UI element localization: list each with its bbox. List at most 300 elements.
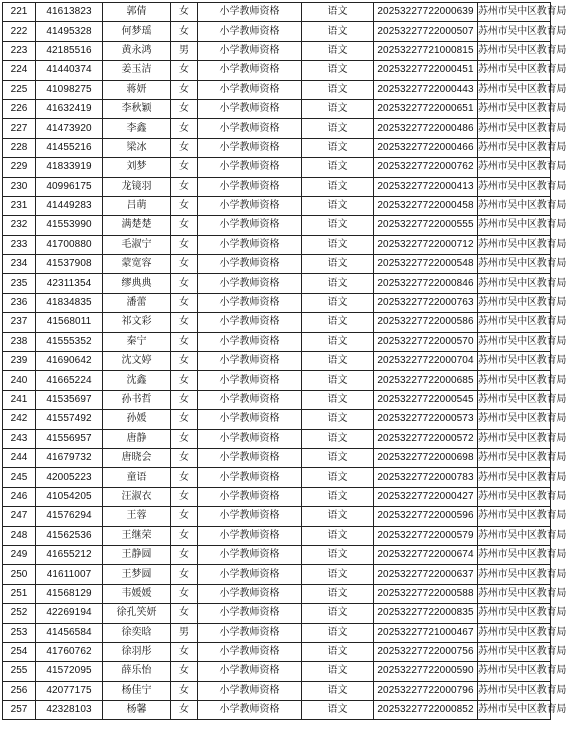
gender-cell: 女 bbox=[171, 22, 198, 41]
subject-cell: 语文 bbox=[302, 274, 374, 293]
candidate-id-cell: 42005223 bbox=[36, 468, 103, 487]
issuing-office-cell: 苏州市吴中区教育局 bbox=[478, 138, 551, 157]
row-number-cell: 254 bbox=[3, 642, 36, 661]
subject-cell: 语文 bbox=[302, 332, 374, 351]
table-row bbox=[3, 604, 551, 623]
gender-cell: 男 bbox=[171, 41, 198, 60]
row-number-cell: 240 bbox=[3, 371, 36, 390]
certificate-number-cell: 20253227722000443 bbox=[374, 80, 478, 99]
certificate-type-cell: 小学教师资格 bbox=[198, 138, 302, 157]
subject-cell: 语文 bbox=[302, 507, 374, 526]
candidate-name-cell: 刘梦 bbox=[103, 158, 171, 177]
candidate-name-cell: 徐孔笑妍 bbox=[103, 604, 171, 623]
row-number-cell: 231 bbox=[3, 196, 36, 215]
table-row bbox=[3, 584, 551, 603]
row-number-cell: 230 bbox=[3, 177, 36, 196]
candidate-id-cell: 41679732 bbox=[36, 448, 103, 467]
certificate-number-cell: 20253227722000555 bbox=[374, 216, 478, 235]
table-row bbox=[3, 468, 551, 487]
gender-cell: 女 bbox=[171, 681, 198, 700]
certificate-number-cell: 20253227722000852 bbox=[374, 701, 478, 720]
certificate-number-cell: 20253227722000548 bbox=[374, 255, 478, 274]
issuing-office-cell: 苏州市吴中区教育局 bbox=[478, 642, 551, 661]
row-number-cell: 248 bbox=[3, 526, 36, 545]
candidate-name-cell: 徐奕晗 bbox=[103, 623, 171, 642]
row-number-cell: 245 bbox=[3, 468, 36, 487]
certificate-type-cell: 小学教师资格 bbox=[198, 410, 302, 429]
issuing-office-cell: 苏州市吴中区教育局 bbox=[478, 448, 551, 467]
candidate-id-cell: 41456584 bbox=[36, 623, 103, 642]
gender-cell: 女 bbox=[171, 235, 198, 254]
table-row bbox=[3, 526, 551, 545]
gender-cell: 女 bbox=[171, 216, 198, 235]
table-row bbox=[3, 138, 551, 157]
row-number-cell: 246 bbox=[3, 487, 36, 506]
subject-cell: 语文 bbox=[302, 468, 374, 487]
table-row bbox=[3, 99, 551, 118]
candidate-name-cell: 王静圆 bbox=[103, 545, 171, 564]
issuing-office-cell: 苏州市吴中区教育局 bbox=[478, 177, 551, 196]
subject-cell: 语文 bbox=[302, 448, 374, 467]
candidate-id-cell: 41098275 bbox=[36, 80, 103, 99]
candidate-name-cell: 唐静 bbox=[103, 429, 171, 448]
issuing-office-cell: 苏州市吴中区教育局 bbox=[478, 3, 551, 22]
gender-cell: 女 bbox=[171, 274, 198, 293]
candidate-id-cell: 41760762 bbox=[36, 642, 103, 661]
gender-cell: 女 bbox=[171, 507, 198, 526]
candidate-id-cell: 41556957 bbox=[36, 429, 103, 448]
candidate-id-cell: 41449283 bbox=[36, 196, 103, 215]
candidate-id-cell: 41455216 bbox=[36, 138, 103, 157]
gender-cell: 女 bbox=[171, 255, 198, 274]
subject-cell: 语文 bbox=[302, 681, 374, 700]
row-number-cell: 221 bbox=[3, 3, 36, 22]
candidate-name-cell: 徐羽彤 bbox=[103, 642, 171, 661]
certificate-type-cell: 小学教师资格 bbox=[198, 293, 302, 312]
candidate-id-cell: 41655212 bbox=[36, 545, 103, 564]
candidate-name-cell: 蒙宽容 bbox=[103, 255, 171, 274]
subject-cell: 语文 bbox=[302, 623, 374, 642]
certificate-number-cell: 20253227722000639 bbox=[374, 3, 478, 22]
gender-cell: 男 bbox=[171, 623, 198, 642]
table-row bbox=[3, 61, 551, 80]
row-number-cell: 226 bbox=[3, 99, 36, 118]
row-number-cell: 249 bbox=[3, 545, 36, 564]
table-row bbox=[3, 410, 551, 429]
candidate-name-cell: 沈鑫 bbox=[103, 371, 171, 390]
certificate-type-cell: 小学教师资格 bbox=[198, 235, 302, 254]
table-row bbox=[3, 507, 551, 526]
certificate-list-table bbox=[2, 2, 566, 720]
certificate-type-cell: 小学教师资格 bbox=[198, 274, 302, 293]
certificate-number-cell: 20253227722000570 bbox=[374, 332, 478, 351]
row-number-cell: 241 bbox=[3, 390, 36, 409]
subject-cell: 语文 bbox=[302, 80, 374, 99]
subject-cell: 语文 bbox=[302, 3, 374, 22]
table-row bbox=[3, 623, 551, 642]
table-row bbox=[3, 3, 551, 22]
candidate-id-cell: 42328103 bbox=[36, 701, 103, 720]
candidate-id-cell: 41632419 bbox=[36, 99, 103, 118]
candidate-id-cell: 41557492 bbox=[36, 410, 103, 429]
gender-cell: 女 bbox=[171, 410, 198, 429]
row-number-cell: 224 bbox=[3, 61, 36, 80]
candidate-name-cell: 李鑫 bbox=[103, 119, 171, 138]
issuing-office-cell: 苏州市吴中区教育局 bbox=[478, 371, 551, 390]
certificate-number-cell: 20253227722000756 bbox=[374, 642, 478, 661]
gender-cell: 女 bbox=[171, 332, 198, 351]
certificate-type-cell: 小学教师资格 bbox=[198, 584, 302, 603]
certificate-type-cell: 小学教师资格 bbox=[198, 604, 302, 623]
subject-cell: 语文 bbox=[302, 390, 374, 409]
certificate-number-cell: 20253227722000651 bbox=[374, 99, 478, 118]
candidate-id-cell: 41473920 bbox=[36, 119, 103, 138]
gender-cell: 女 bbox=[171, 119, 198, 138]
gender-cell: 女 bbox=[171, 138, 198, 157]
certificate-type-cell: 小学教师资格 bbox=[198, 196, 302, 215]
candidate-name-cell: 满楚楚 bbox=[103, 216, 171, 235]
certificate-type-cell: 小学教师资格 bbox=[198, 429, 302, 448]
subject-cell: 语文 bbox=[302, 487, 374, 506]
issuing-office-cell: 苏州市吴中区教育局 bbox=[478, 410, 551, 429]
issuing-office-cell: 苏州市吴中区教育局 bbox=[478, 526, 551, 545]
subject-cell: 语文 bbox=[302, 429, 374, 448]
gender-cell: 女 bbox=[171, 604, 198, 623]
row-number-cell: 229 bbox=[3, 158, 36, 177]
row-number-cell: 242 bbox=[3, 410, 36, 429]
certificate-number-cell: 20253227722000573 bbox=[374, 410, 478, 429]
candidate-id-cell: 41537908 bbox=[36, 255, 103, 274]
issuing-office-cell: 苏州市吴中区教育局 bbox=[478, 61, 551, 80]
certificate-number-cell: 20253227722000835 bbox=[374, 604, 478, 623]
table-row bbox=[3, 216, 551, 235]
certificate-number-cell: 20253227722000579 bbox=[374, 526, 478, 545]
certificate-type-cell: 小学教师资格 bbox=[198, 313, 302, 332]
candidate-name-cell: 缪典典 bbox=[103, 274, 171, 293]
subject-cell: 语文 bbox=[302, 61, 374, 80]
gender-cell: 女 bbox=[171, 701, 198, 720]
row-number-cell: 251 bbox=[3, 584, 36, 603]
row-number-cell: 237 bbox=[3, 313, 36, 332]
gender-cell: 女 bbox=[171, 565, 198, 584]
issuing-office-cell: 苏州市吴中区教育局 bbox=[478, 429, 551, 448]
candidate-name-cell: 郭倩 bbox=[103, 3, 171, 22]
issuing-office-cell: 苏州市吴中区教育局 bbox=[478, 216, 551, 235]
certificate-type-cell: 小学教师资格 bbox=[198, 332, 302, 351]
subject-cell: 语文 bbox=[302, 313, 374, 332]
certificate-type-cell: 小学教师资格 bbox=[198, 390, 302, 409]
candidate-id-cell: 41833919 bbox=[36, 158, 103, 177]
candidate-name-cell: 王梦圆 bbox=[103, 565, 171, 584]
issuing-office-cell: 苏州市吴中区教育局 bbox=[478, 390, 551, 409]
subject-cell: 语文 bbox=[302, 410, 374, 429]
row-number-cell: 255 bbox=[3, 662, 36, 681]
issuing-office-cell: 苏州市吴中区教育局 bbox=[478, 584, 551, 603]
row-number-cell: 233 bbox=[3, 235, 36, 254]
candidate-name-cell: 李秋颖 bbox=[103, 99, 171, 118]
certificate-type-cell: 小学教师资格 bbox=[198, 352, 302, 371]
table-row bbox=[3, 177, 551, 196]
candidate-name-cell: 童语 bbox=[103, 468, 171, 487]
issuing-office-cell: 苏州市吴中区教育局 bbox=[478, 487, 551, 506]
table-row bbox=[3, 158, 551, 177]
candidate-name-cell: 唐晓会 bbox=[103, 448, 171, 467]
gender-cell: 女 bbox=[171, 448, 198, 467]
table-row bbox=[3, 662, 551, 681]
subject-cell: 语文 bbox=[302, 545, 374, 564]
candidate-name-cell: 孙书哲 bbox=[103, 390, 171, 409]
candidate-id-cell: 42077175 bbox=[36, 681, 103, 700]
issuing-office-cell: 苏州市吴中区教育局 bbox=[478, 332, 551, 351]
candidate-id-cell: 42185516 bbox=[36, 41, 103, 60]
issuing-office-cell: 苏州市吴中区教育局 bbox=[478, 681, 551, 700]
candidate-name-cell: 薛乐怡 bbox=[103, 662, 171, 681]
certificate-type-cell: 小学教师资格 bbox=[198, 177, 302, 196]
candidate-id-cell: 41495328 bbox=[36, 22, 103, 41]
gender-cell: 女 bbox=[171, 545, 198, 564]
table-row bbox=[3, 681, 551, 700]
candidate-id-cell: 41665224 bbox=[36, 371, 103, 390]
issuing-office-cell: 苏州市吴中区教育局 bbox=[478, 255, 551, 274]
subject-cell: 语文 bbox=[302, 352, 374, 371]
certificate-type-cell: 小学教师资格 bbox=[198, 623, 302, 642]
issuing-office-cell: 苏州市吴中区教育局 bbox=[478, 662, 551, 681]
certificate-number-cell: 20253227722000451 bbox=[374, 61, 478, 80]
subject-cell: 语文 bbox=[302, 584, 374, 603]
row-number-cell: 227 bbox=[3, 119, 36, 138]
candidate-name-cell: 龙镜羽 bbox=[103, 177, 171, 196]
candidate-id-cell: 41535697 bbox=[36, 390, 103, 409]
candidate-id-cell: 41568011 bbox=[36, 313, 103, 332]
subject-cell: 语文 bbox=[302, 662, 374, 681]
certificate-type-cell: 小学教师资格 bbox=[198, 22, 302, 41]
table-row bbox=[3, 255, 551, 274]
certificate-number-cell: 20253227722000507 bbox=[374, 22, 478, 41]
subject-cell: 语文 bbox=[302, 526, 374, 545]
certificate-number-cell: 20253227722000572 bbox=[374, 429, 478, 448]
row-number-cell: 236 bbox=[3, 293, 36, 312]
certificate-number-cell: 20253227722000846 bbox=[374, 274, 478, 293]
table-row bbox=[3, 274, 551, 293]
subject-cell: 语文 bbox=[302, 196, 374, 215]
subject-cell: 语文 bbox=[302, 255, 374, 274]
table-row bbox=[3, 352, 551, 371]
gender-cell: 女 bbox=[171, 196, 198, 215]
candidate-name-cell: 王蓉 bbox=[103, 507, 171, 526]
gender-cell: 女 bbox=[171, 584, 198, 603]
row-number-cell: 243 bbox=[3, 429, 36, 448]
certificate-number-cell: 20253227722000588 bbox=[374, 584, 478, 603]
candidate-id-cell: 40996175 bbox=[36, 177, 103, 196]
gender-cell: 女 bbox=[171, 177, 198, 196]
certificate-type-cell: 小学教师资格 bbox=[198, 662, 302, 681]
gender-cell: 女 bbox=[171, 99, 198, 118]
certificate-type-cell: 小学教师资格 bbox=[198, 61, 302, 80]
certificate-number-cell: 20253227722000590 bbox=[374, 662, 478, 681]
issuing-office-cell: 苏州市吴中区教育局 bbox=[478, 507, 551, 526]
certificate-type-cell: 小学教师资格 bbox=[198, 80, 302, 99]
candidate-name-cell: 汪淑衣 bbox=[103, 487, 171, 506]
candidate-id-cell: 41568129 bbox=[36, 584, 103, 603]
certificate-number-cell: 20253227722000596 bbox=[374, 507, 478, 526]
certificate-number-cell: 20253227722000762 bbox=[374, 158, 478, 177]
issuing-office-cell: 苏州市吴中区教育局 bbox=[478, 274, 551, 293]
candidate-name-cell: 孙媛 bbox=[103, 410, 171, 429]
issuing-office-cell: 苏州市吴中区教育局 bbox=[478, 604, 551, 623]
candidate-name-cell: 祁文彩 bbox=[103, 313, 171, 332]
candidate-name-cell: 王继荣 bbox=[103, 526, 171, 545]
certificate-number-cell: 20253227721000815 bbox=[374, 41, 478, 60]
certificate-type-cell: 小学教师资格 bbox=[198, 545, 302, 564]
gender-cell: 女 bbox=[171, 61, 198, 80]
candidate-id-cell: 41553990 bbox=[36, 216, 103, 235]
gender-cell: 女 bbox=[171, 390, 198, 409]
gender-cell: 女 bbox=[171, 526, 198, 545]
subject-cell: 语文 bbox=[302, 701, 374, 720]
table-row bbox=[3, 371, 551, 390]
candidate-name-cell: 何梦瑶 bbox=[103, 22, 171, 41]
certificate-number-cell: 20253227722000586 bbox=[374, 313, 478, 332]
certificate-type-cell: 小学教师资格 bbox=[198, 468, 302, 487]
subject-cell: 语文 bbox=[302, 41, 374, 60]
issuing-office-cell: 苏州市吴中区教育局 bbox=[478, 468, 551, 487]
certificate-number-cell: 20253227722000458 bbox=[374, 196, 478, 215]
candidate-id-cell: 41613823 bbox=[36, 3, 103, 22]
gender-cell: 女 bbox=[171, 158, 198, 177]
candidate-id-cell: 41834835 bbox=[36, 293, 103, 312]
row-number-cell: 223 bbox=[3, 41, 36, 60]
table-row bbox=[3, 196, 551, 215]
row-number-cell: 253 bbox=[3, 623, 36, 642]
table-row bbox=[3, 390, 551, 409]
certificate-type-cell: 小学教师资格 bbox=[198, 3, 302, 22]
row-number-cell: 256 bbox=[3, 681, 36, 700]
table-row bbox=[3, 448, 551, 467]
row-number-cell: 222 bbox=[3, 22, 36, 41]
table-row bbox=[3, 80, 551, 99]
certificate-number-cell: 20253227722000413 bbox=[374, 177, 478, 196]
candidate-name-cell: 杨佳宁 bbox=[103, 681, 171, 700]
subject-cell: 语文 bbox=[302, 177, 374, 196]
gender-cell: 女 bbox=[171, 80, 198, 99]
table-row bbox=[3, 429, 551, 448]
issuing-office-cell: 苏州市吴中区教育局 bbox=[478, 119, 551, 138]
row-number-cell: 228 bbox=[3, 138, 36, 157]
candidate-id-cell: 41611007 bbox=[36, 565, 103, 584]
subject-cell: 语文 bbox=[302, 22, 374, 41]
candidate-name-cell: 韦媛媛 bbox=[103, 584, 171, 603]
subject-cell: 语文 bbox=[302, 99, 374, 118]
certificate-type-cell: 小学教师资格 bbox=[198, 119, 302, 138]
candidate-id-cell: 41440374 bbox=[36, 61, 103, 80]
gender-cell: 女 bbox=[171, 642, 198, 661]
table-row bbox=[3, 487, 551, 506]
certificate-type-cell: 小学教师资格 bbox=[198, 371, 302, 390]
row-number-cell: 225 bbox=[3, 80, 36, 99]
candidate-id-cell: 41572095 bbox=[36, 662, 103, 681]
table-row bbox=[3, 701, 551, 720]
certificate-number-cell: 20253227722000466 bbox=[374, 138, 478, 157]
gender-cell: 女 bbox=[171, 468, 198, 487]
issuing-office-cell: 苏州市吴中区教育局 bbox=[478, 196, 551, 215]
candidate-id-cell: 42269194 bbox=[36, 604, 103, 623]
candidate-name-cell: 潘蕾 bbox=[103, 293, 171, 312]
certificate-number-cell: 20253227722000712 bbox=[374, 235, 478, 254]
gender-cell: 女 bbox=[171, 313, 198, 332]
row-number-cell: 239 bbox=[3, 352, 36, 371]
gender-cell: 女 bbox=[171, 371, 198, 390]
candidate-id-cell: 41555352 bbox=[36, 332, 103, 351]
certificate-number-cell: 20253227722000685 bbox=[374, 371, 478, 390]
candidate-name-cell: 黄永鸿 bbox=[103, 41, 171, 60]
issuing-office-cell: 苏州市吴中区教育局 bbox=[478, 41, 551, 60]
row-number-cell: 244 bbox=[3, 448, 36, 467]
subject-cell: 语文 bbox=[302, 235, 374, 254]
table-row bbox=[3, 565, 551, 584]
table-body bbox=[3, 3, 566, 720]
row-number-cell: 234 bbox=[3, 255, 36, 274]
candidate-name-cell: 吕萌 bbox=[103, 196, 171, 215]
issuing-office-cell: 苏州市吴中区教育局 bbox=[478, 235, 551, 254]
certificate-number-cell: 20253227722000674 bbox=[374, 545, 478, 564]
row-number-cell: 238 bbox=[3, 332, 36, 351]
row-number-cell: 252 bbox=[3, 604, 36, 623]
subject-cell: 语文 bbox=[302, 216, 374, 235]
candidate-id-cell: 41054205 bbox=[36, 487, 103, 506]
certificate-number-cell: 20253227722000427 bbox=[374, 487, 478, 506]
gender-cell: 女 bbox=[171, 429, 198, 448]
gender-cell: 女 bbox=[171, 3, 198, 22]
issuing-office-cell: 苏州市吴中区教育局 bbox=[478, 701, 551, 720]
certificate-type-cell: 小学教师资格 bbox=[198, 526, 302, 545]
certificate-number-cell: 20253227722000486 bbox=[374, 119, 478, 138]
issuing-office-cell: 苏州市吴中区教育局 bbox=[478, 80, 551, 99]
candidate-name-cell: 梁冰 bbox=[103, 138, 171, 157]
row-number-cell: 247 bbox=[3, 507, 36, 526]
subject-cell: 语文 bbox=[302, 119, 374, 138]
candidate-name-cell: 杨馨 bbox=[103, 701, 171, 720]
table-row bbox=[3, 332, 551, 351]
candidate-id-cell: 41576294 bbox=[36, 507, 103, 526]
certificate-type-cell: 小学教师资格 bbox=[198, 448, 302, 467]
certificate-number-cell: 20253227722000637 bbox=[374, 565, 478, 584]
table-row bbox=[3, 235, 551, 254]
candidate-id-cell: 41700880 bbox=[36, 235, 103, 254]
candidate-name-cell: 沈文婷 bbox=[103, 352, 171, 371]
row-number-cell: 235 bbox=[3, 274, 36, 293]
issuing-office-cell: 苏州市吴中区教育局 bbox=[478, 158, 551, 177]
certificate-number-cell: 20253227722000704 bbox=[374, 352, 478, 371]
candidate-name-cell: 秦宁 bbox=[103, 332, 171, 351]
row-number-cell: 250 bbox=[3, 565, 36, 584]
certificate-number-cell: 20253227722000783 bbox=[374, 468, 478, 487]
certificate-number-cell: 20253227722000545 bbox=[374, 390, 478, 409]
candidate-name-cell: 毛淑宁 bbox=[103, 235, 171, 254]
certificate-type-cell: 小学教师资格 bbox=[198, 507, 302, 526]
subject-cell: 语文 bbox=[302, 158, 374, 177]
certificate-number-cell: 20253227722000698 bbox=[374, 448, 478, 467]
candidate-id-cell: 41562536 bbox=[36, 526, 103, 545]
table-row bbox=[3, 313, 551, 332]
certificate-type-cell: 小学教师资格 bbox=[198, 701, 302, 720]
row-number-cell: 232 bbox=[3, 216, 36, 235]
table-row bbox=[3, 22, 551, 41]
certificate-type-cell: 小学教师资格 bbox=[198, 41, 302, 60]
gender-cell: 女 bbox=[171, 352, 198, 371]
candidate-name-cell: 蒋妍 bbox=[103, 80, 171, 99]
subject-cell: 语文 bbox=[302, 604, 374, 623]
certificate-type-cell: 小学教师资格 bbox=[198, 99, 302, 118]
